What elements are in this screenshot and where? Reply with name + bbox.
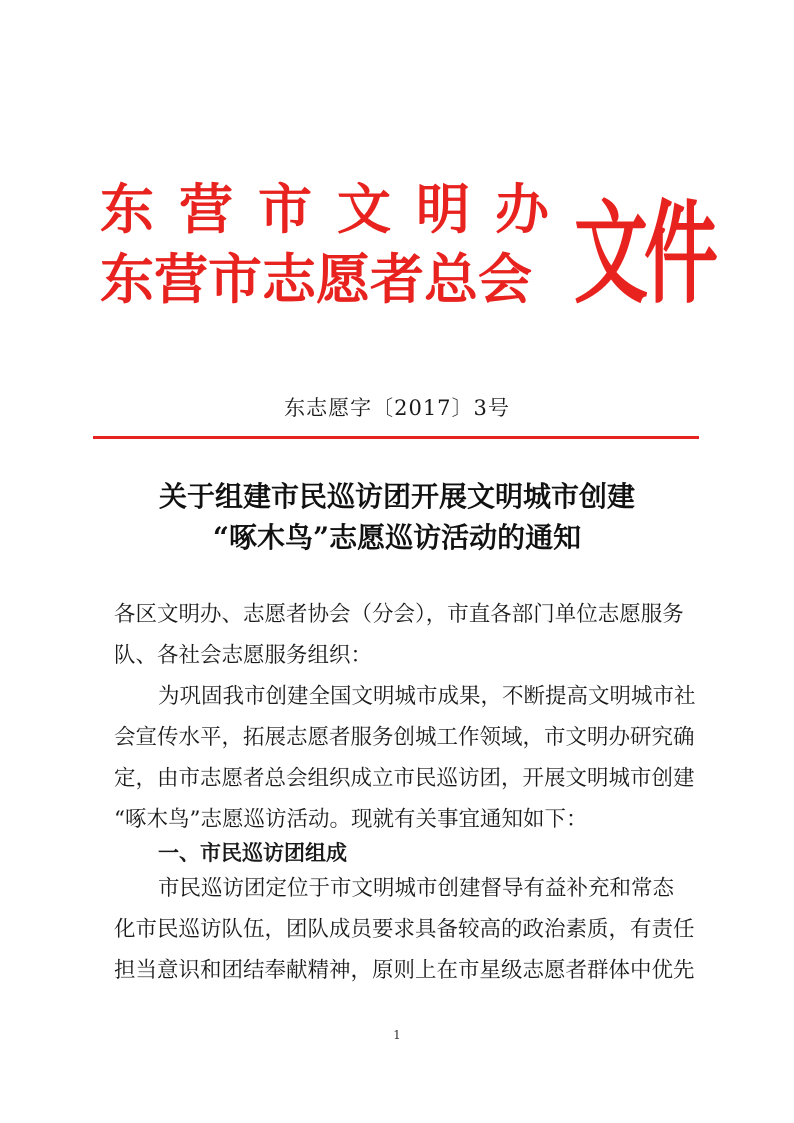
salutation-line-2: 队、各社会志愿服务组织：	[114, 643, 373, 668]
issuer-name-line-1: 东营市文明办	[100, 178, 574, 241]
paragraph-line: 定，由市志愿者总会组织成立市民巡访团，开展文明城市创建	[114, 766, 695, 791]
page-number: 1	[393, 1028, 401, 1042]
section-heading: 一、市民巡访团组成	[158, 841, 347, 865]
issuer-name-line-2: 东营市志愿者总会	[100, 248, 532, 311]
paragraph-line: 为巩固我市创建全国文明城市成果，不断提高文明城市社	[158, 684, 696, 709]
document-type-label: 文件	[574, 190, 714, 319]
red-divider-line	[93, 436, 699, 439]
paragraph-line: 会宣传水平，拓展志愿者服务创城工作领域，市文明办研究确	[114, 725, 695, 750]
paragraph-line: 担当意识和团结奉献精神，原则上在市星级志愿者群体中优先	[114, 958, 695, 983]
document-title-line-1: 关于组建市民巡访团开展文明城市创建	[158, 480, 635, 513]
document-title-line-2: “啄木鸟”志愿巡访活动的通知	[212, 521, 582, 554]
paragraph-line: 市民巡访团定位于市文明城市创建督导有益补充和常态	[158, 876, 675, 901]
paragraph-line: 化市民巡访队伍，团队成员要求具备较高的政治素质，有责任	[114, 917, 695, 942]
paragraph-line: “啄木鸟”志愿巡访活动。现就有关事宜通知如下：	[114, 807, 588, 832]
document-number: 东志愿字〔2017〕3号	[284, 396, 510, 420]
salutation-line-1: 各区文明办、志愿者协会（分会），市直各部门单位志愿服务	[114, 602, 684, 627]
